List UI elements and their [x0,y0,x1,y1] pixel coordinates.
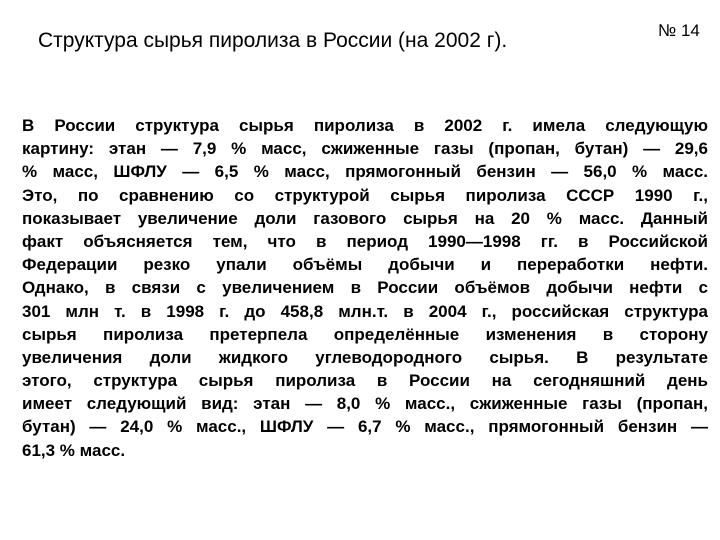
body-line: сырья пиролиза претерпела определённые изменения в сторону [22,324,708,344]
body-line: этого, структура сырья пиролиза в России на сегодняшний день [22,371,708,391]
body-line: имеет следующий вид: этан — 8,0 % масс., сжиженные газы (пропан, [22,394,708,414]
body-line: факт объясняется тем, что в период 1990—1998 гг. в Российской [22,231,708,251]
body-line: 301 млн т. в 1998 г. до 458,8 млн.т. в 2004 г., российская структура [22,301,708,321]
slide-number: № 14 [658,21,700,40]
body-line: В России структура сырья пиролиза в 2002 г. имела следующую [22,116,708,135]
body-line: показывает увеличение доли газового сырья на 20 % масс. Данный [22,208,708,228]
slide-title: Структура сырья пиролиза в России (на 2002 г). [38,29,508,52]
body-line: увеличения доли жидкого углеводородного сырья. В результате [22,347,708,367]
body-paragraph [22,114,708,462]
body-line: бутан) — 24,0 % масс., ШФЛУ — 6,7 % масс., прямогонный бензин — [22,417,708,437]
body-line: Это, по сравнению со структурой сырья пиролиза СССР 1990 г., [22,185,708,205]
body-line: 61,3 % масс. [22,440,126,460]
body-line: % масс, ШФЛУ — 6,5 % масс, прямогонный бензин — 56,0 % масс. [22,162,708,182]
body-line: Федерации резко упали объёмы добычи и переработки нефти. [22,255,708,275]
body-line: Однако, в связи с увеличением в России объёмов добычи нефти с [22,278,708,298]
body-line: картину: этан — 7,9 % масс, сжиженные газы (пропан, бутан) — 29,6 [22,139,708,159]
